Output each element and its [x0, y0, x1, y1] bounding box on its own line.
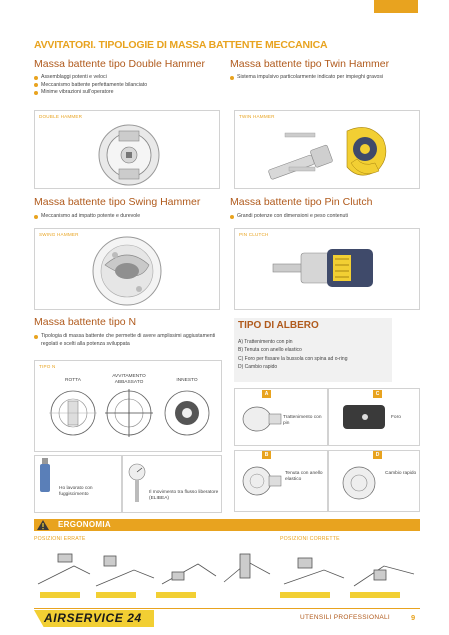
tipo-n-sublabel: INNESTO [176, 378, 198, 383]
swing-hammer-figure [34, 228, 220, 310]
tipo-n-detail-right [122, 455, 222, 513]
albero-figure-b [234, 450, 328, 512]
badge-d: D [373, 451, 382, 459]
twin-hammer-bullets [230, 74, 415, 82]
list-item: Sistema impulsivo particolarmente indicato per impieghi gravosi [230, 74, 415, 82]
right-positions-label: POSIZIONI CORRETTE [280, 536, 340, 542]
tipo-n-figure [34, 360, 222, 452]
tipo-n-note: Ho lavorato con fuggiscimento [59, 486, 93, 497]
ergonomia-heading: ERGONOMIA [58, 520, 111, 529]
tipo-n-sublabel: ROTTA [65, 378, 81, 383]
list-item: C) Foro per fissare la bussola con spina ad o-ring [238, 355, 348, 362]
albero-caption: Trattenimento con pin [283, 415, 322, 426]
double-hammer-figure [34, 110, 220, 189]
albero-caption: Foro [391, 415, 401, 420]
bottle-illustration [35, 456, 121, 512]
list-item: Grandi potenze con dimensioni e peso contenuti [230, 213, 415, 221]
badge-a: A [262, 390, 271, 398]
list-item: Assemblaggi potenti e veloci [34, 74, 224, 82]
pin-clutch-figure [234, 228, 420, 310]
pin-clutch-bullets [230, 213, 415, 221]
tipo-albero-list [238, 338, 348, 372]
swing-hammer-illustration [35, 229, 219, 309]
tipo-n-heading: Massa battente tipo N [34, 316, 137, 328]
tipo-n-note: Il movimento tra flusso liberatore (ELIBEA) [149, 490, 219, 501]
double-hammer-illustration [35, 111, 219, 188]
twin-hammer-figure [234, 110, 420, 189]
albero-caption: Tenuta con anello elastico [285, 471, 323, 482]
footer-rule [34, 608, 420, 609]
figure-label: SWING HAMMER [39, 232, 79, 237]
wrong-positions-label: POSIZIONI ERRATE [34, 536, 86, 542]
figure-label: DOUBLE HAMMER [39, 114, 83, 119]
footer-section: UTENSILI PROFESSIONALI [300, 614, 391, 621]
list-item: A) Trattenimento con pin [238, 339, 293, 345]
page-tab [374, 0, 418, 13]
albero-figure-d [328, 450, 420, 512]
swing-hammer-bullets [34, 213, 224, 221]
twin-hammer-heading: Massa battente tipo Twin Hammer [230, 58, 390, 70]
pin-clutch-heading: Massa battente tipo Pin Clutch [230, 196, 373, 208]
warning-icon [37, 520, 49, 530]
logo-text: AIRSERVICE 24 [44, 611, 142, 625]
albero-figure-a [234, 388, 328, 446]
double-hammer-heading: Massa battente tipo Double Hammer [34, 58, 205, 70]
list-item: Tipologia di massa battente che permette di avere amplissimi aggiustamenti regolati e scelti alla potenza sviluppata [34, 333, 224, 348]
double-hammer-bullets [34, 74, 224, 97]
list-item: Meccanismo ad impatto potente e durevole [34, 213, 224, 221]
list-item: D) Cambio rapido [238, 364, 278, 371]
badge-c: C [373, 390, 382, 398]
gauge-illustration [123, 456, 221, 512]
badge-b: B [262, 451, 271, 459]
list-item: B) Tenuta con anello elastico [238, 347, 302, 354]
twin-hammer-illustration [235, 111, 419, 188]
figure-label: PIN CLUTCH [239, 232, 269, 237]
swing-hammer-heading: Massa battente tipo Swing Hammer [34, 196, 201, 208]
page-title: AVVITATORI. TIPOLOGIE DI MASSA BATTENTE MECCANICA [34, 39, 328, 51]
list-item: Meccanismo battente perfettamente bilanciato [34, 82, 224, 90]
tipo-n-detail-left [34, 455, 122, 513]
list-item: Minime vibrazioni sull'operatore [34, 89, 224, 97]
tipo-n-bullets [34, 333, 224, 348]
pin-clutch-illustration [235, 229, 419, 309]
page-number: 9 [411, 613, 416, 622]
shaft-d-illustration [329, 451, 419, 511]
tipo-n-sublabel: AVVITAMENTO ABBASSATO [112, 374, 146, 385]
figure-label: TIPO N [39, 364, 56, 369]
ergonomia-illustrations [34, 544, 420, 604]
tipo-albero-heading: TIPO DI ALBERO [238, 320, 319, 331]
figure-label: TWIN HAMMER [239, 114, 275, 119]
albero-caption: Cambio rapido [385, 471, 417, 476]
